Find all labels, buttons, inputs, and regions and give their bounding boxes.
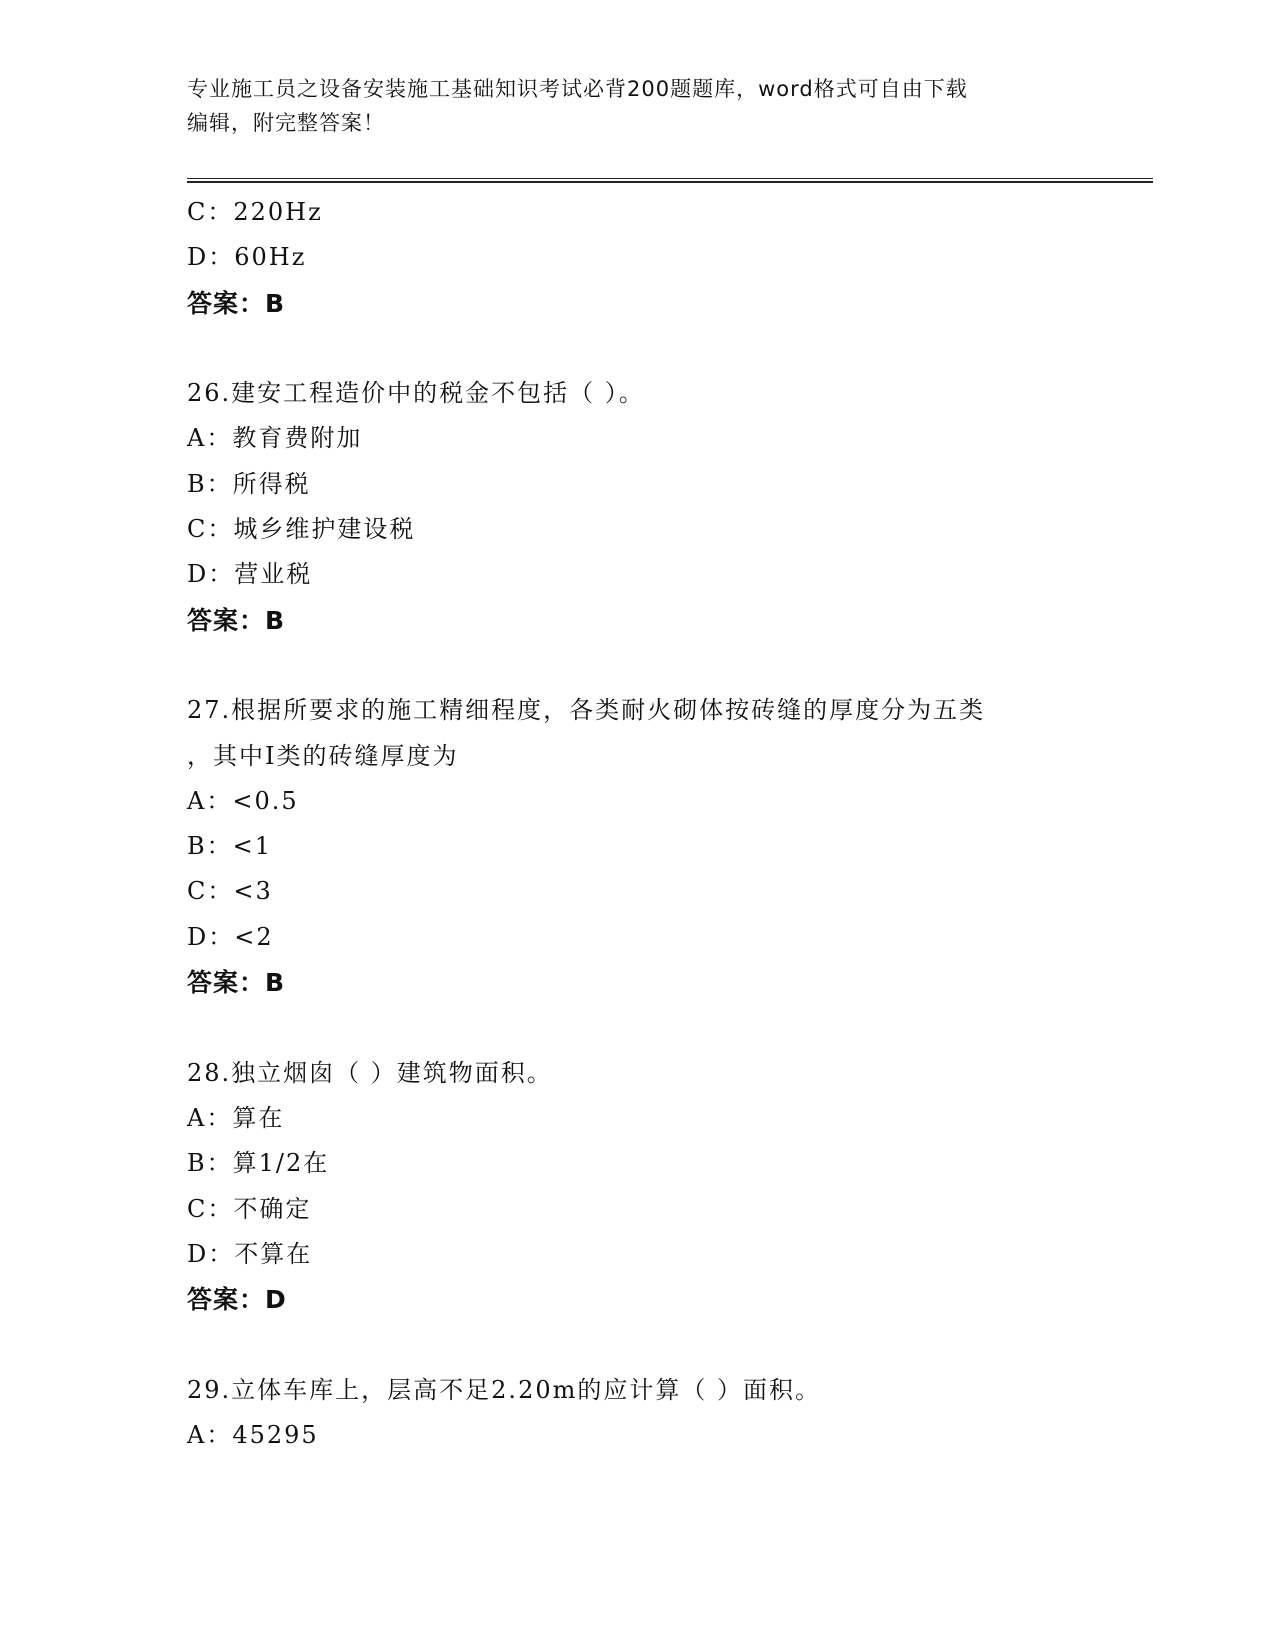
q28-option-b: B：算1/2在 [187, 1149, 330, 1178]
q27-question-line-1: 27.根据所要求的施工精细程度，各类耐火砌体按砖缝的厚度分为五类 [187, 696, 986, 725]
q27-option-b: B：<1 [187, 832, 273, 861]
q26-option-a: A：教育费附加 [187, 424, 363, 453]
q28-option-c: C：不确定 [187, 1194, 312, 1223]
spacer [187, 1322, 1107, 1367]
q26-option-d: D：营业税 [187, 560, 313, 589]
spacer [187, 326, 1107, 371]
header-rule-thick [187, 181, 1153, 183]
header-rule-thin [187, 178, 1153, 179]
q25-option-c: C：220Hz [187, 198, 323, 226]
q26-answer: 答案：B [187, 605, 286, 635]
q25-option-d: D：60Hz [187, 243, 307, 272]
q25-answer: 答案：B [187, 288, 286, 318]
q27-option-c: C：<3 [187, 877, 273, 906]
q26-question: 26.建安工程造价中的税金不包括（ ）。 [187, 379, 645, 408]
q28-question: 28.独立烟囱（ ）建筑物面积。 [187, 1058, 553, 1087]
spacer [187, 643, 1107, 688]
q26-option-b: B：所得税 [187, 469, 311, 498]
q28-option-a: A：算在 [187, 1103, 285, 1132]
question-list [187, 190, 1107, 1458]
q27-answer: 答案：B [187, 968, 286, 998]
q29-option-a: A：45295 [187, 1421, 319, 1450]
q27-option-d: D：<2 [187, 922, 274, 951]
q29-question: 29.立体车库上，层高不足2.20m的应计算（ ）面积。 [187, 1375, 821, 1404]
q28-answer: 答案：D [187, 1285, 287, 1315]
header-line-2: 编辑，附完整答案！ [187, 111, 385, 135]
q27-question-line-2: ，其中Ⅰ类的砖缝厚度为 [187, 741, 459, 770]
spacer [187, 1005, 1107, 1050]
q28-option-d: D：不算在 [187, 1239, 313, 1268]
document-header [187, 72, 1087, 140]
q27-option-a: A：<0.5 [187, 786, 299, 815]
q26-option-c: C：城乡维护建设税 [187, 515, 416, 544]
header-line-1: 专业施工员之设备安装施工基础知识考试必背200题题库，word格式可自由下载 [187, 77, 968, 101]
